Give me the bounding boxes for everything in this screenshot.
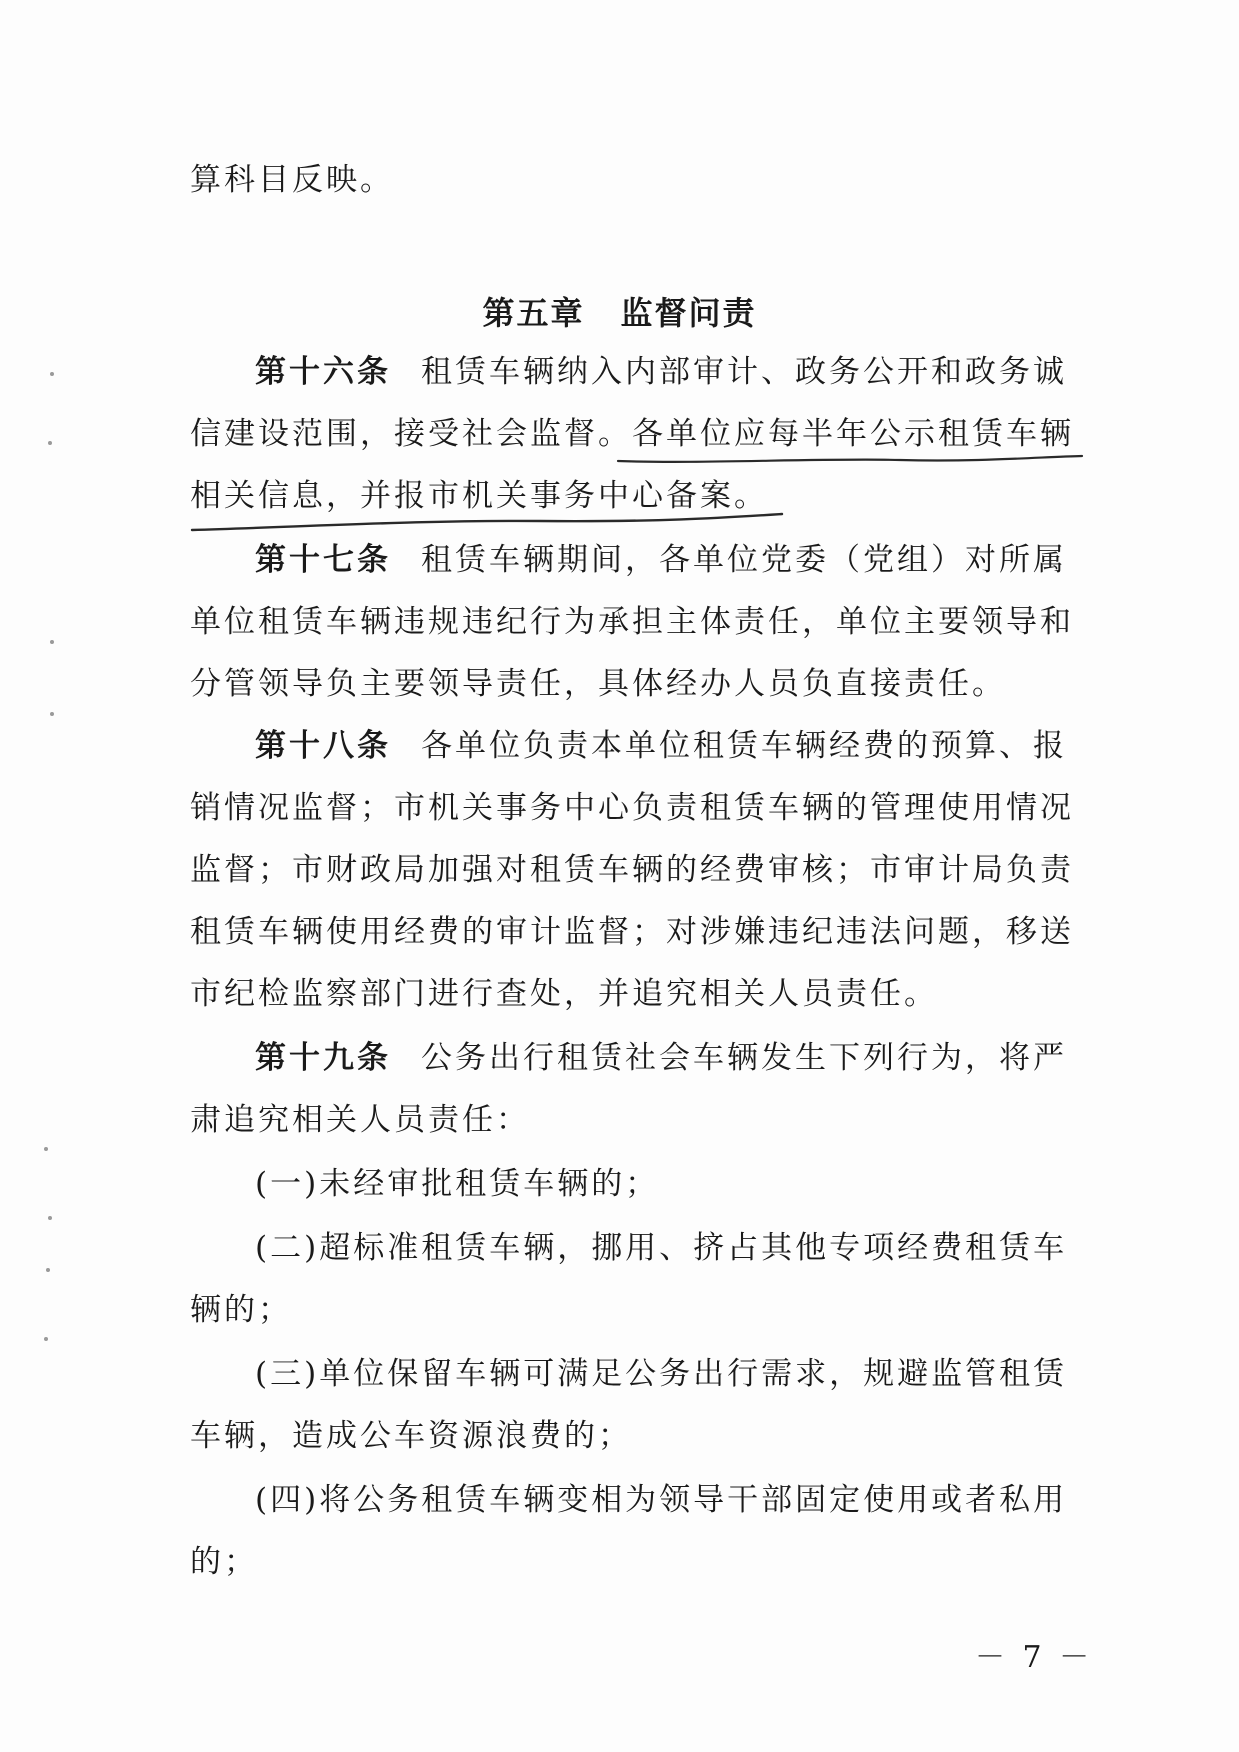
- item-3-line-1: (三)单位保留车辆可满足公务出行需求，规避监管租赁: [255, 1356, 1068, 1392]
- article-16-line-1: 第十六条 租赁车辆纳入内部审计、政务公开和政务诚: [255, 354, 1067, 390]
- article-17-line-1: 第十七条 租赁车辆期间，各单位党委（党组）对所属: [255, 542, 1067, 578]
- chapter-subtitle: 监督问责: [620, 294, 757, 332]
- article-label: 第十九条: [255, 1040, 391, 1076]
- article-18-line-5: 市纪检监察部门进行查处，并追究相关人员责任。: [190, 976, 938, 1012]
- continuation-text: 算科目反映。: [190, 162, 394, 198]
- chapter-heading: [0, 288, 1239, 334]
- item-4-line-2: 的；: [190, 1544, 258, 1580]
- article-19-line-2: 肃追究相关人员责任：: [190, 1102, 530, 1138]
- scan-speck: [44, 1337, 48, 1341]
- scan-speck: [48, 1216, 52, 1220]
- scan-speck: [50, 712, 54, 716]
- article-16-line-2: 信建设范围，接受社会监督。各单位应每半年公示租赁车辆: [190, 416, 1074, 452]
- scan-speck: [46, 1268, 50, 1272]
- article-19-line-1: 第十九条 公务出行租赁社会车辆发生下列行为，将严: [255, 1040, 1067, 1076]
- chapter-title: 第五章: [482, 294, 585, 332]
- item-3-line-2: 车辆，造成公车资源浪费的；: [190, 1418, 632, 1454]
- scan-speck: [48, 441, 52, 445]
- article-18-line-4: 租赁车辆使用经费的审计监督；对涉嫌违纪违法问题，移送: [190, 914, 1074, 950]
- scan-speck: [50, 372, 54, 376]
- item-2-line-1: (二)超标准租赁车辆，挪用、挤占其他专项经费租赁车: [255, 1230, 1068, 1266]
- item-2-line-2: 辆的；: [190, 1292, 292, 1328]
- article-18-line-2: 销情况监督；市机关事务中心负责租赁车辆的管理使用情况: [190, 790, 1074, 826]
- article-label: 第十八条: [255, 728, 391, 764]
- item-1-line-1: (一)未经审批租赁车辆的；: [255, 1166, 660, 1202]
- article-label: 第十六条: [255, 354, 391, 390]
- article-18-line-1: 第十八条 各单位负责本单位租赁车辆经费的预算、报: [255, 728, 1067, 764]
- article-label: 第十七条: [255, 542, 391, 578]
- scan-speck: [50, 640, 54, 644]
- scan-speck: [44, 1147, 48, 1151]
- article-17-line-2: 单位租赁车辆违规违纪行为承担主体责任，单位主要领导和: [190, 604, 1074, 640]
- page-number: － 7 －: [975, 1640, 1094, 1675]
- article-17-line-3: 分管领导负主要领导责任，具体经办人员负直接责任。: [190, 666, 1006, 702]
- item-4-line-1: (四)将公务租赁车辆变相为领导干部固定使用或者私用: [255, 1482, 1068, 1518]
- article-18-line-3: 监督；市财政局加强对租赁车辆的经费审核；市审计局负责: [190, 852, 1074, 888]
- article-16-line-3: 相关信息，并报市机关事务中心备案。: [190, 478, 768, 514]
